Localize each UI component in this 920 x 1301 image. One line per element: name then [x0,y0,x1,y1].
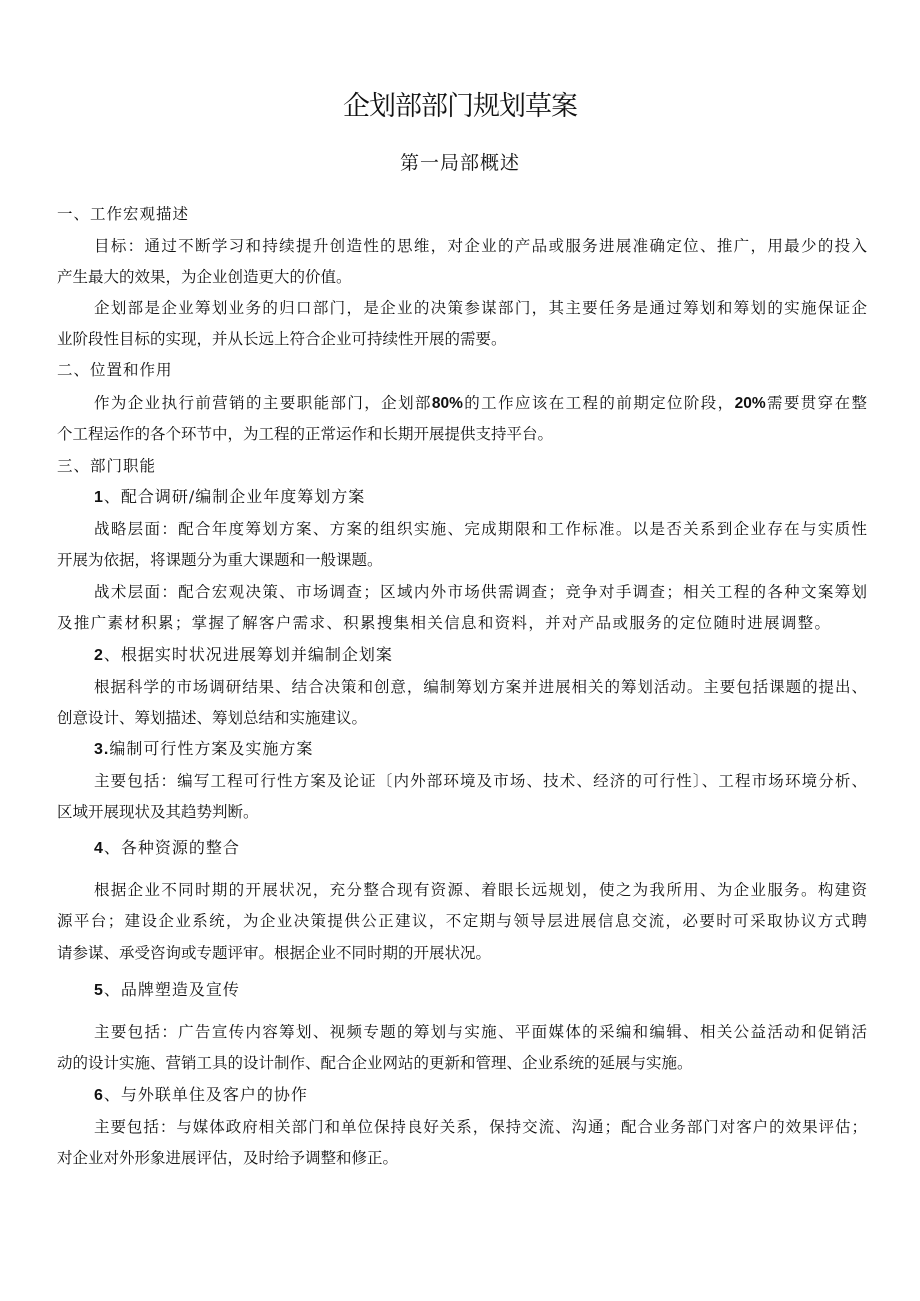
paragraph-line: 企划部是企业筹划业务的归口部门，是企业的决策参谋部门，其主要任务是通过筹划和筹划的实施保证企 [94,299,867,317]
paragraph-line: 主要包括：编写工程可行性方案及论证〔内外部环境及市场、技术、经济的可行性〕、工程市场环境分析、 [94,772,867,790]
function-number: 5 [94,982,104,999]
function-title: 、配合调研/编制企业年度筹划方案 [103,487,366,506]
function-title: 、品牌塑造及宣传 [103,980,240,999]
paragraph-line: 战略层面：配合年度筹划方案、方案的组织实施、完成期限和工作标准。以是否关系到企业存在与实质性 [94,520,867,538]
function-title: 、根据实时状况进展筹划并编制企划案 [103,645,393,664]
document-title: 企划部部门规划草案 [343,91,577,121]
paragraph-line: 战术层面：配合宏观决策、市场调查；区域内外市场供需调查；竞争对手调查；相关工程的各种文案筹划 [94,583,867,601]
function-title: 编制可行性方案及实施方案 [109,739,314,758]
function-number: 2 [94,647,104,664]
paragraph-line: 创意设计、筹划描述、筹划总结和实施建议。 [57,709,368,727]
percentage-20: 20% [734,395,766,412]
paragraph-line [94,393,867,414]
text-run: 作为企业执行前营销的主要职能部门，企划部 [94,394,432,412]
function-heading-3 [94,739,313,760]
paragraph-line: 源平台；建设企业系统，为企业决策提供公正建议，不定期与领导层进展信息交流，必要时可采取协议方式聘 [57,912,867,930]
paragraph-line: 产生最大的效果，为企业创造更大的价值。 [57,268,352,286]
paragraph-line: 动的设计实施、营销工具的设计制作、配合企业网站的更新和管理、企业系统的延展与实施。 [57,1054,693,1072]
section-heading-1: 一、工作宏观描述 [57,205,190,223]
text-run: 需要贯穿在整 [765,394,867,412]
paragraph-line: 对企业对外形象进展评估，及时给予调整和修正。 [57,1149,399,1167]
function-number: 6 [94,1087,104,1104]
paragraph-line: 区域开展现状及其趋势判断。 [57,803,259,821]
section-heading-2: 二、位置和作用 [57,361,173,379]
text-run: 的工作应该在工程的前期定位阶段， [462,394,735,412]
function-number: 4 [94,840,104,857]
chapter-heading: 第一局部概述 [399,152,520,174]
function-number: 3. [94,741,110,758]
paragraph-line: 主要包括：广告宣传内容筹划、视频专题的筹划与实施、平面媒体的采编和编辑、相关公益活动和促销活 [94,1023,867,1041]
paragraph-line: 目标：通过不断学习和持续提升创造性的思维，对企业的产品或服务进展准确定位、推广，用最少的投入 [94,237,867,255]
function-number: 1 [94,489,104,506]
paragraph-line: 主要包括：与媒体政府相关部门和单位保持良好关系，保持交流、沟通；配合业务部门对客户的效果评估； [94,1118,867,1136]
function-heading-5 [94,980,240,1001]
paragraph-line: 请参谋、承受咨询或专题评审。根据企业不同时期的开展状况。 [57,944,492,962]
paragraph-line: 业阶段性目标的实现，并从长远上符合企业可持续性开展的需要。 [57,330,507,348]
paragraph-line: 根据科学的市场调研结果、结合决策和创意，编制筹划方案并进展相关的筹划活动。主要包括课题的提出、 [94,678,867,696]
function-heading-2 [94,645,393,666]
function-title: 、与外联单住及客户的协作 [103,1085,308,1104]
paragraph-line: 个工程运作的各个环节中，为工程的正常运作和长期开展提供支持平台。 [57,425,554,443]
function-title: 、各种资源的整合 [103,838,240,857]
function-heading-1 [94,487,365,508]
paragraph-line: 及推广素材积累；掌握了解客户需求、积累搜集相关信息和资料，并对产品或服务的定位随时进展调整。 [57,614,830,632]
paragraph-line: 根据企业不同时期的开展状况，充分整合现有资源、着眼长远规划，使之为我所用、为企业服务。构建资 [94,881,867,899]
section-heading-3: 三、部门职能 [57,457,157,475]
percentage-80: 80% [431,395,463,412]
function-heading-6 [94,1085,308,1106]
function-heading-4 [94,838,240,859]
paragraph-line: 开展为依据，将课题分为重大课题和一般课题。 [57,551,383,569]
